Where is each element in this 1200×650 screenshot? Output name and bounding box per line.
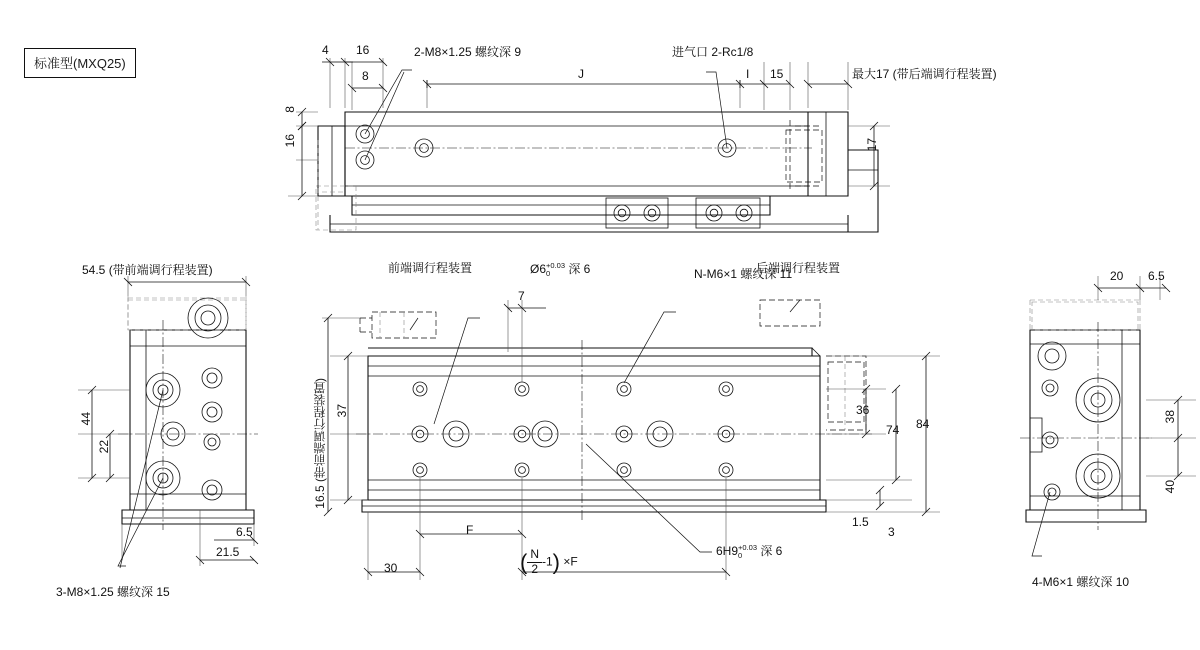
dim-top-I: I <box>746 67 750 81</box>
left-view-geometry <box>78 276 258 568</box>
callout-left-screw: 3-M8×1.25 螺纹深 15 <box>56 585 170 599</box>
title-box: 标准型(MXQ25) <box>24 48 136 78</box>
dim-main-36: 36 <box>856 403 870 417</box>
dim-left-44: 44 <box>79 412 93 426</box>
dim-main-F: F <box>466 523 474 537</box>
dim-left-21-5: 21.5 <box>216 545 240 559</box>
dim-top-4: 4 <box>322 43 329 57</box>
callout-main-hole <box>530 262 590 278</box>
formula-times-f: ×F <box>563 554 578 569</box>
dim-right-6-5: 6.5 <box>1148 269 1165 283</box>
dim-top-15: 15 <box>770 67 784 81</box>
callout-top-port: 进气口 2-Rc1/8 <box>672 45 754 59</box>
dim-main-16-5: 16.5 (带前端调行程装置) <box>313 378 327 509</box>
formula-num: N <box>527 548 542 563</box>
callout-main-6h9-tol-bot: 0 <box>738 550 743 560</box>
dim-right-20: 20 <box>1110 269 1124 283</box>
callout-main-6h9 <box>716 544 782 560</box>
dim-main-37: 37 <box>335 404 349 418</box>
label-front-adjuster: 前端调行程装置 <box>388 261 473 275</box>
callout-main-screw-n: N-M6×1 螺纹深 11 <box>694 267 793 281</box>
dim-top-max17: 最大17 (带后端调行程装置) <box>852 67 997 81</box>
dim-left-6-5: 6.5 <box>236 525 253 539</box>
dim-main-7: 7 <box>518 289 525 303</box>
dim-main-30: 30 <box>384 561 398 575</box>
callout-main-6h9-depth: 深 6 <box>760 544 783 559</box>
dim-top-16: 16 <box>356 43 370 57</box>
dim-left-54-5: 54.5 (带前端调行程装置) <box>82 263 213 277</box>
dim-left-22: 22 <box>97 440 111 454</box>
dim-top-8-small: 8 <box>362 69 369 83</box>
formula-main: ( $\frac{N}{2}$ -1) ×F <box>520 547 578 576</box>
dim-top-8-left: 8 <box>283 106 297 113</box>
callout-main-hole-tol-bot: 0 <box>546 268 551 278</box>
dim-main-84: 84 <box>916 417 930 431</box>
formula-den: 2 <box>531 561 538 576</box>
dim-main-3: 3 <box>888 525 895 539</box>
callout-main-hole-tol-top: +0.03 <box>546 261 565 270</box>
dim-top-J: J <box>578 67 584 81</box>
label-rear-adjuster: 后端调行程装置 <box>756 261 841 275</box>
callout-right-screw: 4-M6×1 螺纹深 10 <box>1032 575 1130 589</box>
main-view-geometry <box>322 300 940 580</box>
callout-main-6h9-tol-top: +0.03 <box>738 543 757 552</box>
dim-right-38: 38 <box>1163 410 1177 424</box>
formula-minus1: -1 <box>542 554 553 569</box>
dim-top-17: 17 <box>865 138 879 152</box>
dim-right-40: 40 <box>1163 480 1177 494</box>
callout-main-6h9-code: 6H9 <box>716 544 739 559</box>
dim-main-74: 74 <box>886 423 900 437</box>
callout-main-hole-depth: 深 6 <box>568 262 591 277</box>
top-view-geometry <box>288 58 890 232</box>
dim-main-1-5: 1.5 <box>852 515 869 529</box>
callout-top-screw: 2-M8×1.25 螺纹深 9 <box>414 45 522 59</box>
callout-main-hole-dia: Ø6 <box>530 262 547 277</box>
dim-top-16-left: 16 <box>283 134 297 148</box>
